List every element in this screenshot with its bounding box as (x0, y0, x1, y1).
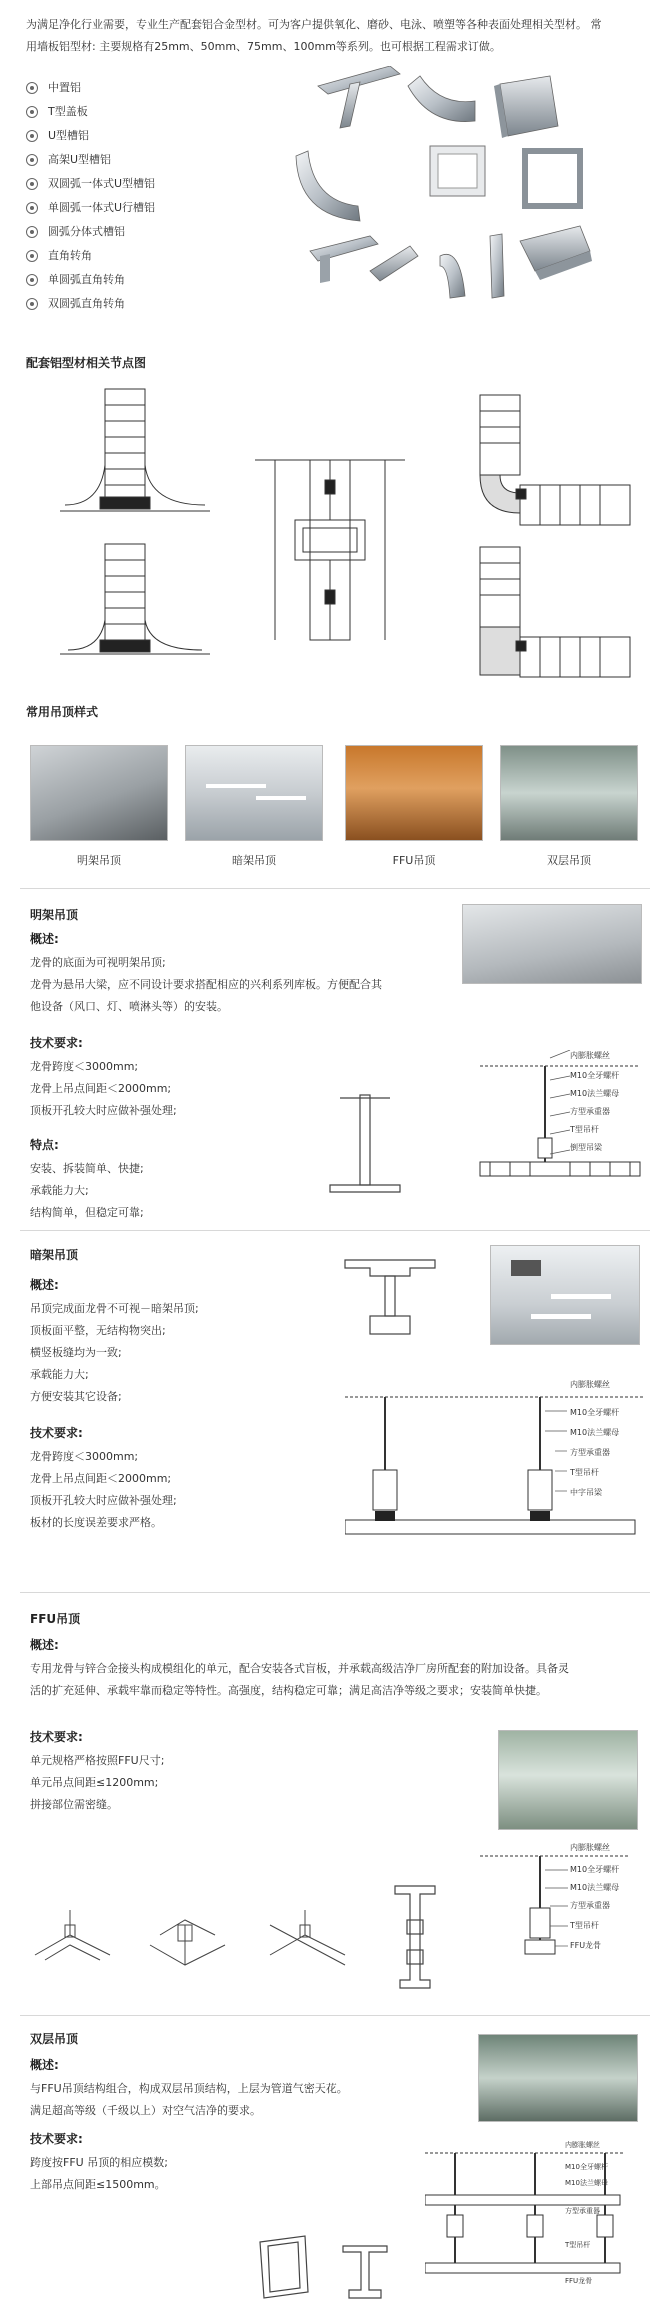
ffu-profile-drawing (385, 1880, 445, 1995)
ffu-hanger-diagram (480, 1840, 645, 1970)
caption-double: 双层吊顶 (547, 854, 591, 867)
node-diagram-center (255, 450, 415, 650)
photo-ffu-ceiling (345, 745, 483, 841)
caption-exposed: 明架吊顶 (77, 854, 121, 867)
ffu-tech: 单元规格严格按照FFU尺寸; 单元吊点间距≤1200mm; 拼接部位需密缝。 (30, 1754, 165, 1811)
divider (20, 888, 650, 889)
list-item: 双圆弧直角转角 (26, 292, 286, 316)
double-tech: 跨度按FFU 吊顶的相应模数; 上部吊点间距≤1500mm。 (30, 2156, 168, 2191)
svg-text:M10全牙螺杆: M10全牙螺杆 (565, 2163, 608, 2171)
list-item: U型槽铝 (26, 124, 286, 148)
section-title-exposed: 明架吊顶 (30, 908, 79, 922)
intro-line-2: 用墙板铝型材: 主要规格有25mm、50mm、75mm、100mm等系列。也可根据工程需求订做。 (26, 40, 501, 53)
svg-text:内膨胀螺丝: 内膨胀螺丝 (570, 1843, 610, 1852)
intro-line-1: 为满足净化行业需要，专业生产配套铝合金型材。可为客户提供氧化、磨砂、电泳、喷塑等各种表面处理相关型材。 常 (26, 18, 602, 31)
svg-text:内膨胀螺丝: 内膨胀螺丝 (570, 1380, 610, 1389)
photo-exposed-detail (462, 904, 642, 984)
list-item: 圆弧分体式槽铝 (26, 220, 286, 244)
svg-text:T型吊杆: T型吊杆 (570, 1921, 599, 1930)
intro-text (26, 14, 666, 58)
concealed-profile-drawing (335, 1242, 445, 1352)
concealed-overview: 吊顶完成面龙骨不可视－暗架吊顶; 顶板面平整，无结构物突出; 横竖板缝均为一致; 承载能力大; 方便安装其它设备; (30, 1302, 199, 1403)
concealed-overview-label: 概述: (30, 1278, 59, 1292)
ffu-tech-label: 技术要求: (30, 1730, 83, 1744)
exposed-profile-drawing (320, 1090, 410, 1200)
svg-text:内膨胀螺丝: 内膨胀螺丝 (570, 1051, 610, 1060)
double-overview-label: 概述: (30, 2058, 59, 2072)
photo-concealed-ceiling (185, 745, 323, 841)
list-item: 高架U型槽铝 (26, 148, 286, 172)
svg-text:T型吊杆: T型吊杆 (570, 1468, 599, 1477)
nodes-title: 配套铝型材相关节点图 (26, 356, 147, 370)
ffu-overview-label: 概述: (30, 1638, 59, 1652)
svg-text:M10法兰螺母: M10法兰螺母 (570, 1883, 620, 1892)
list-item: 单圆弧一体式U行槽铝 (26, 196, 286, 220)
concealed-tech-label: 技术要求: (30, 1426, 83, 1440)
exposed-tech: 龙骨跨度＜3000mm; 龙骨上吊点间距＜2000mm; 顶板开孔较大时应做补强处理; (30, 1060, 177, 1117)
svg-text:倒型吊梁: 倒型吊梁 (570, 1143, 602, 1152)
svg-text:M10全牙螺杆: M10全牙螺杆 (570, 1408, 620, 1417)
exposed-tech-label: 技术要求: (30, 1036, 83, 1050)
list-item: T型盖板 (26, 100, 286, 124)
bullet-icon (26, 250, 38, 262)
section-title-double: 双层吊顶 (30, 2032, 79, 2046)
photo-ffu-detail (498, 1730, 638, 1830)
profile-list (26, 76, 286, 316)
svg-text:T型吊杆: T型吊杆 (570, 1125, 599, 1134)
ffu-connector-2 (140, 1905, 235, 1975)
bullet-icon (26, 226, 38, 238)
divider (20, 1592, 650, 1593)
svg-text:M10全牙螺杆: M10全牙螺杆 (570, 1865, 620, 1874)
list-item: 双圆弧一体式U型槽铝 (26, 172, 286, 196)
ffu-overview: 专用龙骨与锌合金接头构成模组化的单元，配合安装各式盲板，并承载高级洁净厂房所配套的附加设备。具备灵 活的扩充延伸、承载牢靠而稳定等特性。高强度，结构稳定可靠；满足高洁净等级之要求；安装简单快捷。 (30, 1662, 569, 1697)
bullet-icon (26, 154, 38, 166)
svg-text:FFU龙骨: FFU龙骨 (565, 2277, 593, 2285)
svg-text:T型吊杆: T型吊杆 (565, 2241, 591, 2249)
exposed-feat-label: 特点: (30, 1138, 59, 1152)
svg-text:M10法兰螺母: M10法兰螺母 (565, 2179, 608, 2187)
svg-text:方型承重器: 方型承重器 (570, 1107, 610, 1116)
exposed-hanger-diagram (470, 1050, 650, 1190)
double-hanger-diagram (425, 2135, 650, 2285)
svg-text:方型承重器: 方型承重器 (570, 1448, 610, 1457)
list-item: 单圆弧直角转角 (26, 268, 286, 292)
caption-ffu: FFU吊顶 (392, 854, 436, 867)
ceiling-styles-title: 常用吊顶样式 (26, 705, 99, 719)
ffu-connector-3 (260, 1905, 355, 1975)
list-item: 直角转角 (26, 244, 286, 268)
bullet-icon (26, 274, 38, 286)
section-title-concealed: 暗架吊顶 (30, 1248, 79, 1262)
node-diagram-corner-2 (460, 545, 640, 685)
concealed-hanger-diagram (345, 1375, 645, 1545)
ffu-connector-1 (25, 1905, 120, 1975)
double-overview: 与FFU吊顶结构组合，构成双层吊顶结构，上层为管道气密天花。 满足超高等级（千级以上）对空气洁净的要求。 (30, 2082, 348, 2117)
bullet-icon (26, 106, 38, 118)
bullet-icon (26, 178, 38, 190)
svg-text:M10法兰螺母: M10法兰螺母 (570, 1089, 620, 1098)
photo-double-detail (478, 2034, 638, 2122)
bullet-icon (26, 298, 38, 310)
node-diagram-corner-1 (460, 393, 640, 533)
exposed-overview-label: 概述: (30, 932, 59, 946)
node-diagram-2 (60, 540, 210, 670)
concealed-tech: 龙骨跨度＜3000mm; 龙骨上吊点间距＜2000mm; 顶板开孔较大时应做补强处理; 板材的长度误差要求严格。 (30, 1450, 177, 1529)
bullet-icon (26, 82, 38, 94)
svg-text:M10全牙螺杆: M10全牙螺杆 (570, 1071, 620, 1080)
double-tech-label: 技术要求: (30, 2132, 83, 2146)
divider (20, 2015, 650, 2016)
bullet-icon (26, 130, 38, 142)
svg-text:方型承重器: 方型承重器 (565, 2207, 600, 2215)
svg-text:FFU龙骨: FFU龙骨 (570, 1941, 602, 1950)
double-t-profile (335, 2240, 395, 2305)
divider (20, 1230, 650, 1231)
caption-concealed: 暗架吊顶 (232, 854, 276, 867)
aluminum-profiles-illustration (290, 66, 650, 332)
exposed-overview: 龙骨的底面为可视明架吊顶; 龙骨为悬吊大梁，应不同设计要求搭配相应的兴利系列库板。方便配合其 他设备（风口、灯、喷淋头等）的安装。 (30, 956, 382, 1013)
svg-text:内膨胀螺丝: 内膨胀螺丝 (565, 2141, 600, 2149)
photo-double-ceiling (500, 745, 638, 841)
photo-concealed-detail (490, 1245, 640, 1345)
svg-text:中字吊梁: 中字吊梁 (570, 1488, 602, 1497)
bullet-icon (26, 202, 38, 214)
node-diagram-1 (60, 385, 210, 535)
list-item: 中置铝 (26, 76, 286, 100)
svg-text:M10法兰螺母: M10法兰螺母 (570, 1428, 620, 1437)
exposed-feat: 安装、拆装简单、快捷; 承载能力大; 结构简单，但稳定可靠; (30, 1162, 144, 1219)
photo-exposed-ceiling (30, 745, 168, 841)
section-title-ffu: FFU吊顶 (30, 1612, 81, 1626)
double-box-profile (250, 2232, 320, 2304)
svg-text:方型承重器: 方型承重器 (570, 1901, 610, 1910)
